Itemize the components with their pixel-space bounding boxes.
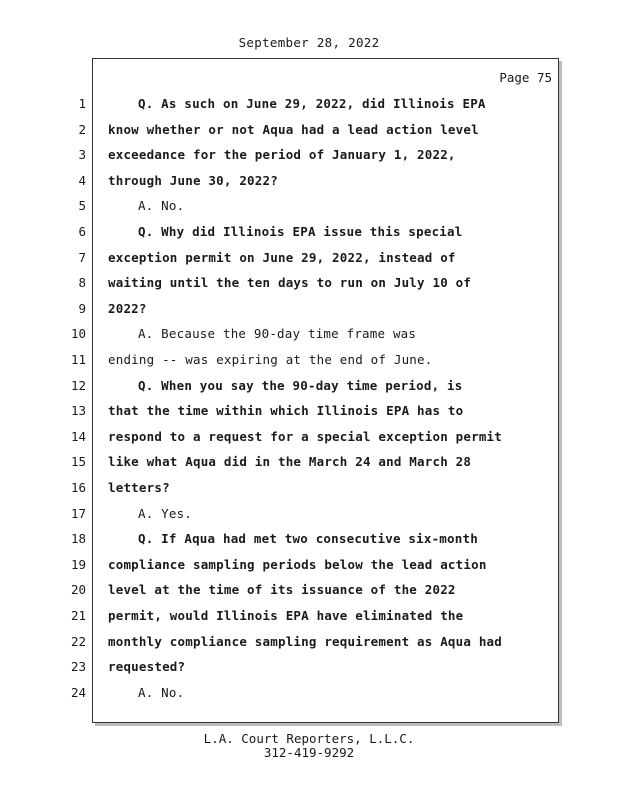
line-text: know whether or not Aqua had a lead action level: [108, 121, 479, 137]
transcript-line: [0, 449, 618, 474]
line-number: 13: [70, 403, 86, 419]
line-text: that the time within which Illinois EPA has to: [108, 403, 464, 419]
line-text: letters?: [108, 480, 170, 495]
line-text: exception permit on June 29, 2022, instead of: [108, 249, 456, 265]
transcript-line: [0, 347, 618, 372]
line-text: A. No.: [138, 684, 185, 700]
transcript-line: [0, 424, 618, 449]
line-number: 17: [70, 505, 86, 521]
line-number: 3: [78, 147, 86, 163]
transcript-line: [0, 168, 618, 193]
line-number: 8: [78, 275, 86, 291]
line-text: A. Because the 90-day time frame was: [138, 326, 417, 342]
line-text: Q. Why did Illinois EPA issue this special: [138, 224, 463, 239]
line-text: A. No.: [138, 198, 185, 214]
line-text: ending -- was expiring at the end of June.: [108, 352, 433, 367]
transcript-line: [0, 296, 618, 321]
line-number: 5: [78, 198, 86, 214]
transcript-line: [0, 373, 618, 398]
line-text: 2022?: [108, 300, 147, 316]
page-number: Page 75: [499, 70, 552, 85]
line-number: 12: [70, 377, 86, 393]
transcript-line: [0, 552, 618, 577]
line-number: 24: [70, 684, 86, 700]
line-text: like what Aqua did in the March 24 and March 28: [108, 454, 472, 470]
transcript-line: [0, 142, 618, 167]
transcript-line: [0, 245, 618, 270]
transcript-line: [0, 680, 618, 705]
transcript-line: [0, 117, 618, 142]
transcript-line: [0, 91, 618, 116]
line-text: A. Yes.: [138, 505, 193, 521]
transcript-line: [0, 219, 618, 244]
transcript-line: [0, 398, 618, 423]
transcript-line: [0, 270, 618, 295]
transcript-line: [0, 629, 618, 654]
line-number: 23: [70, 659, 86, 675]
line-number: 20: [70, 582, 86, 598]
line-text: exceedance for the period of January 1, 2022,: [108, 147, 456, 163]
line-number: 15: [70, 454, 86, 470]
line-number: 18: [70, 531, 86, 547]
line-text: Q. As such on June 29, 2022, did Illinois EPA: [138, 96, 486, 111]
line-number: 21: [70, 608, 86, 623]
line-text: respond to a request for a special exception permit: [108, 428, 503, 444]
line-number: 10: [70, 326, 86, 342]
transcript-line: [0, 501, 618, 526]
transcript-line: [0, 321, 618, 346]
line-number: 4: [78, 172, 86, 188]
line-number: 14: [70, 428, 86, 444]
transcript-line: [0, 475, 618, 500]
transcript-line: [0, 577, 618, 602]
footer-phone: 312-419-9292: [263, 745, 355, 760]
transcript-line: [0, 526, 618, 551]
line-text: monthly compliance sampling requirement as Aqua had: [108, 633, 503, 649]
line-number: 11: [70, 352, 86, 367]
line-text: requested?: [108, 659, 186, 675]
line-number: 1: [78, 96, 86, 111]
transcript-date: September 28, 2022: [238, 35, 380, 50]
footer-company: L.A. Court Reporters, L.L.C.: [203, 731, 415, 746]
line-number: 22: [70, 633, 86, 649]
line-number: 16: [70, 480, 86, 495]
line-text: Q. If Aqua had met two consecutive six-month: [138, 531, 478, 547]
transcript-line: [0, 193, 618, 218]
line-text: level at the time of its issuance of the 2022: [108, 582, 456, 598]
line-number: 7: [78, 249, 86, 265]
line-number: 2: [78, 121, 86, 137]
line-number: 9: [78, 300, 86, 316]
line-text: permit, would Illinois EPA have eliminated the: [108, 608, 464, 623]
footer: [0, 732, 618, 760]
line-text: Q. When you say the 90-day time period, is: [138, 377, 463, 393]
line-number: 6: [78, 224, 86, 239]
line-number: 19: [70, 556, 86, 572]
transcript-line: [0, 603, 618, 628]
transcript-line: [0, 654, 618, 679]
line-text: compliance sampling periods below the lead action: [108, 556, 487, 572]
line-text: through June 30, 2022?: [108, 172, 278, 188]
line-text: waiting until the ten days to run on July 10 of: [108, 275, 472, 291]
